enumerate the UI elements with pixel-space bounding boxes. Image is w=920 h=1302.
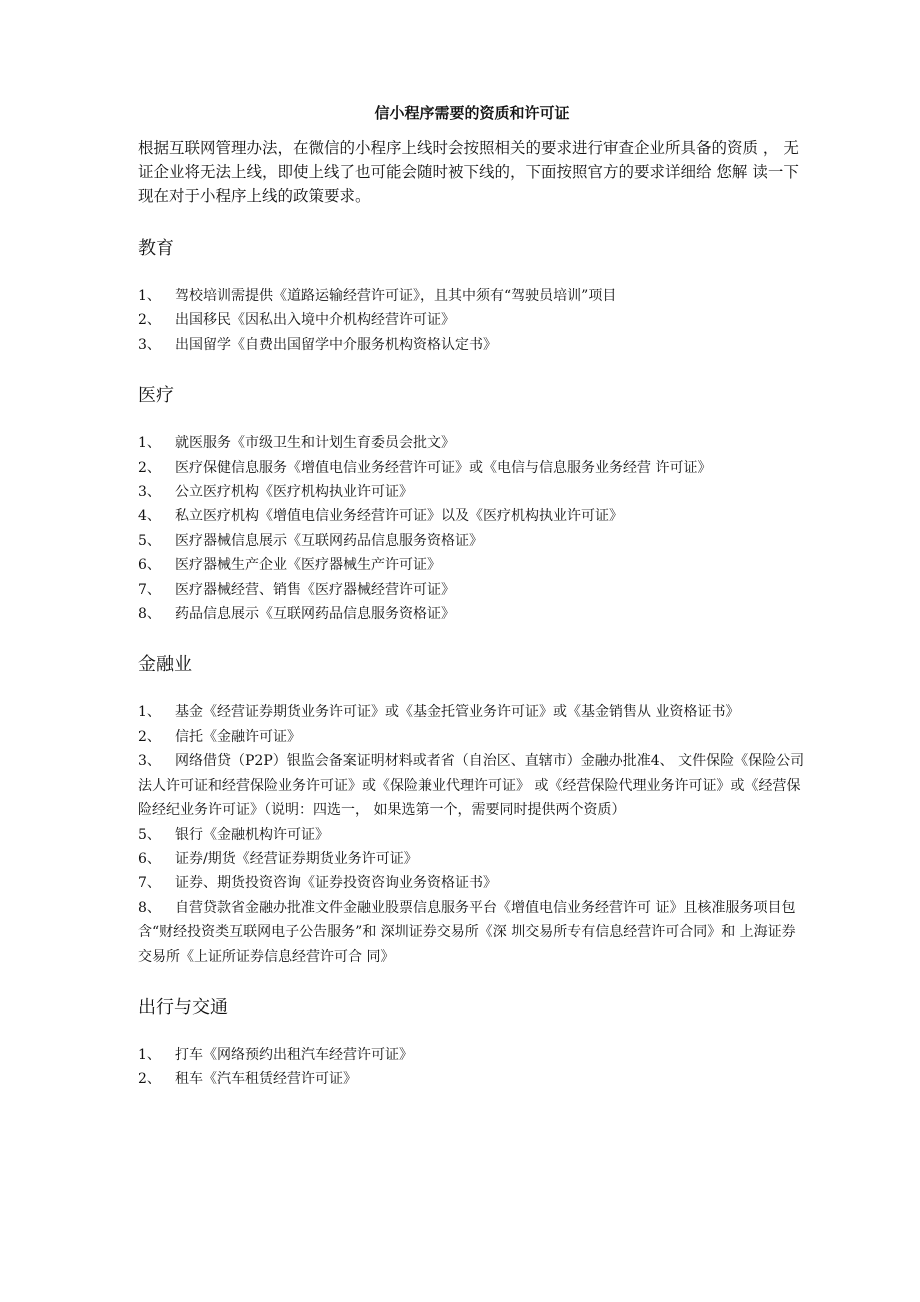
list-item-text: 医疗器械经营、销售《医疗器械经营许可证》: [175, 581, 455, 598]
list-item-text: 驾校培训需提供《道路运输经营许可证》，且其中须有“驾驶员培训”项目: [175, 288, 617, 304]
list-item: [138, 1067, 806, 1091]
list-item-number: 2、: [138, 459, 161, 476]
list-item-text: 租车《汽车租赁经营许可证》: [175, 1071, 357, 1088]
list-item-number: 8、: [138, 899, 161, 916]
list-item-text: 医疗器械生产企业《医疗器械生产许可证》: [175, 557, 441, 574]
list-item: [138, 308, 806, 332]
list-item: [138, 456, 806, 480]
list-item: [138, 333, 806, 357]
list-item-text: 基金《经营证券期货业务许可证》或《基金托管业务许可证》或《基金销售从 业资格证书》: [175, 704, 740, 721]
list-item-number: 5、: [138, 826, 161, 843]
list-item-number: 1、: [138, 1046, 161, 1063]
list-item-text: 就医服务《市级卫生和计划生育委员会批文》: [175, 435, 455, 452]
list-item: [138, 553, 806, 577]
list-item-number: 5、: [138, 532, 161, 549]
list-item: [138, 871, 806, 895]
sections-container: [138, 236, 806, 1092]
list-item: [138, 431, 806, 455]
list-item: [138, 480, 806, 504]
section-heading: 教育: [138, 238, 174, 259]
list-item-text: 出国移民《因私出入境中介机构经营许可证》: [175, 312, 455, 329]
list-item-number: 4、: [138, 508, 161, 525]
list-item-text: 证券/期货《经营证券期货业务许可证》: [175, 850, 418, 867]
list-item-text: 药品信息展示《互联网药品信息服务资格证》: [175, 606, 455, 623]
list-item-number: 2、: [138, 1071, 161, 1088]
list-item-number: 6、: [138, 557, 161, 574]
list-item: [138, 1043, 806, 1067]
list-item-text: 网络借贷（P2P）银监会备案证明材料或者省（自治区、直辖市）金融办批准4、 文件保险《保险公司法人许可证和经营保险业务许可证》或《保险兼业代理许可证》 或《经营保险代理业务许可证》或《经营保险经纪业务许可证》（说明：四选一， 如果选第一个，需要同时提供两个资质）: [138, 753, 805, 819]
list-item-text: 打车《网络预约出租汽车经营许可证》: [175, 1046, 413, 1063]
list-item-number: 2、: [138, 728, 161, 745]
section-list: [138, 1043, 806, 1092]
list-item-text: 证券、期货投资咨询《证券投资咨询业务资格证书》: [175, 875, 497, 892]
list-item: [138, 749, 806, 822]
list-item-number: 8、: [138, 606, 161, 623]
list-item: [138, 602, 806, 626]
section-list: [138, 284, 806, 357]
list-item-text: 出国留学《自费出国留学中介服务机构资格认定书》: [175, 336, 497, 353]
section-heading: 出行与交通: [138, 996, 228, 1018]
list-item-number: 7、: [138, 875, 161, 892]
list-item-text: 私立医疗机构《增值电信业务经营许可证》以及《医疗机构执业许可证》: [175, 508, 623, 525]
section-list: [138, 431, 806, 626]
list-item-number: 3、: [138, 336, 161, 353]
list-item: [138, 847, 806, 871]
list-item-number: 6、: [138, 850, 161, 867]
list-item: [138, 578, 806, 602]
section-heading: 医疗: [138, 385, 174, 407]
list-item: [138, 529, 806, 553]
document-title: 信小程序需要的资质和许可证: [374, 104, 570, 122]
list-item: [138, 896, 806, 969]
list-item: [138, 700, 806, 724]
list-item-text: 自营贷款省金融办批准文件金融业股票信息服务平台《增值电信业务经营许可 证》且核准服务项目包含“财经投资类互联网电子公告服务”和 深圳证券交易所《深 圳交易所专有信息经营许可合同》和 上海证券交易所《上证所证券信息经营许可合 同》: [138, 899, 796, 965]
list-item: [138, 284, 806, 308]
list-item-number: 1、: [138, 435, 161, 452]
section-list: [138, 700, 806, 968]
list-item-number: 2、: [138, 312, 161, 329]
list-item-number: 7、: [138, 581, 161, 598]
list-item: [138, 504, 806, 528]
list-item: [138, 823, 806, 847]
list-item-text: 医疗器械信息展示《互联网药品信息服务资格证》: [175, 532, 483, 549]
list-item-number: 1、: [138, 288, 161, 304]
document-page: [138, 100, 806, 1118]
list-item-text: 医疗保健信息服务《增值电信业务经营许可证》或《电信与信息服务业务经营 许可证》: [175, 459, 712, 476]
list-item-text: 公立医疗机构《医疗机构执业许可证》: [175, 484, 413, 501]
list-item-number: 3、: [138, 484, 161, 501]
list-item-number: 1、: [138, 704, 161, 721]
intro-paragraph: 根据互联网管理办法，在微信的小程序上线时会按照相关的要求进行审查企业所具备的资质 ， 无证企业将无法上线，即使上线了也可能会随时被下线的，下面按照官方的要求详细给 您解 读一下现在对于小程序上线的政策要求。: [138, 139, 799, 205]
list-item: [138, 725, 806, 749]
list-item-text: 信托《金融许可证》: [175, 728, 301, 745]
list-item-text: 银行《金融机构许可证》: [175, 826, 329, 843]
list-item-number: 3、: [138, 753, 161, 770]
section-heading: 金融业: [138, 654, 192, 676]
